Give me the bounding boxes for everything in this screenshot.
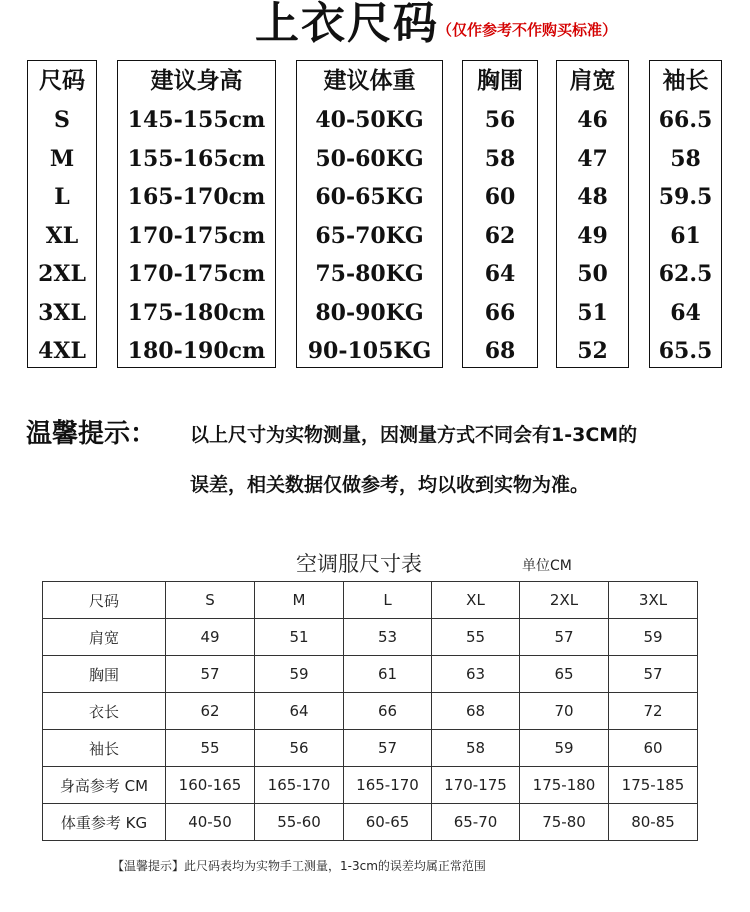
size-cell: 61: [670, 222, 701, 249]
table-cell: 160-165: [166, 767, 255, 804]
table-cell: 64: [255, 693, 344, 730]
size-column: [117, 60, 276, 368]
table-row: [43, 767, 698, 804]
size-cell: 66.5: [658, 107, 713, 133]
table-row: [43, 730, 698, 767]
size-cell: XL: [45, 222, 79, 249]
column-header: 袖长: [662, 68, 709, 94]
size-cell: 75-80KG: [315, 261, 424, 287]
size-cell: 145-155cm: [127, 107, 266, 133]
size-cell: 49: [577, 222, 608, 249]
size-cell: 40-50KG: [315, 107, 424, 133]
table-cell: 175-180: [520, 767, 609, 804]
ac-table-title: 空调服尺寸表: [296, 552, 422, 576]
row-label-cell: 胸围: [43, 656, 166, 693]
size-cell: L: [54, 184, 70, 210]
table-cell: 57: [520, 619, 609, 656]
size-cell: 66: [484, 299, 516, 326]
table-cell: 61: [344, 656, 432, 693]
table-cell: 68: [432, 693, 520, 730]
table-cell: 55-60: [255, 804, 344, 841]
size-column: [649, 60, 722, 368]
size-cell: 175-180cm: [127, 299, 266, 326]
size-cell: 170-175cm: [127, 222, 266, 249]
table-cell: 175-185: [609, 767, 698, 804]
table-cell: 65: [520, 656, 609, 693]
table-cell: 55: [432, 619, 520, 656]
size-cell: 4XL: [38, 338, 86, 364]
size-cell: S: [54, 107, 70, 133]
row-label-cell: 肩宽: [43, 619, 166, 656]
table-cell: 59: [609, 619, 698, 656]
table-cell: L: [344, 582, 432, 619]
size-cell: 64: [484, 261, 516, 287]
size-cell: 52: [577, 338, 608, 364]
size-column: [462, 60, 538, 368]
size-cell: 64: [670, 299, 701, 326]
size-column: [556, 60, 629, 368]
table-cell: S: [166, 582, 255, 619]
row-label-cell: 尺码: [43, 582, 166, 619]
column-header: 建议体重: [323, 68, 416, 94]
size-cell: 2XL: [38, 261, 86, 287]
table-cell: 53: [344, 619, 432, 656]
size-cell: 170-175cm: [127, 261, 266, 287]
size-cell: 50-60KG: [315, 145, 424, 172]
size-cell: 65-70KG: [315, 222, 424, 249]
table-cell: 56: [255, 730, 344, 767]
tip-text-line1: 以上尺寸为实物测量，因测量方式不同会有1-3CM的: [190, 424, 638, 446]
size-cell: 48: [577, 184, 608, 210]
size-cell: 3XL: [38, 299, 86, 326]
table-cell: 58: [432, 730, 520, 767]
table-cell: 57: [166, 656, 255, 693]
table-cell: 57: [344, 730, 432, 767]
row-label-cell: 衣长: [43, 693, 166, 730]
table-cell: 72: [609, 693, 698, 730]
table-row: [43, 619, 698, 656]
table-cell: 62: [166, 693, 255, 730]
table-cell: 65-70: [432, 804, 520, 841]
size-column: [27, 60, 97, 368]
table-cell: 165-170: [255, 767, 344, 804]
table-cell: 66: [344, 693, 432, 730]
table-cell: 59: [255, 656, 344, 693]
table-cell: 40-50: [166, 804, 255, 841]
table-cell: 70: [520, 693, 609, 730]
size-cell: 47: [577, 145, 608, 172]
size-cell: 51: [577, 299, 608, 326]
size-cell: 68: [484, 338, 516, 364]
table-row: [43, 804, 698, 841]
table-cell: 165-170: [344, 767, 432, 804]
table-row: [43, 693, 698, 730]
size-cell: M: [49, 145, 75, 172]
size-cell: 62.5: [658, 261, 713, 287]
size-cell: 50: [577, 261, 608, 287]
table-cell: 59: [520, 730, 609, 767]
row-label-cell: 身高参考 CM: [43, 767, 166, 804]
table-cell: 80-85: [609, 804, 698, 841]
size-cell: 46: [577, 107, 608, 133]
tip-text-line2: 误差，相关数据仅做参考，均以收到实物为准。: [190, 474, 590, 496]
table-cell: 3XL: [609, 582, 698, 619]
column-header: 胸围: [477, 68, 523, 94]
title-note: （仅作参考不作购买标准）: [437, 21, 618, 39]
size-cell: 56: [484, 107, 516, 133]
table-cell: 63: [432, 656, 520, 693]
size-cell: 59.5: [658, 184, 713, 210]
size-cell: 65.5: [658, 338, 713, 364]
ac-table-unit: 单位CM: [522, 558, 572, 574]
table-row: [43, 656, 698, 693]
table-cell: 170-175: [432, 767, 520, 804]
size-cell: 155-165cm: [127, 145, 266, 172]
size-cell: 80-90KG: [315, 299, 424, 326]
size-cell: 60: [484, 184, 516, 210]
table-cell: 2XL: [520, 582, 609, 619]
size-cell: 62: [484, 222, 516, 249]
size-column: [296, 60, 443, 368]
table-cell: 60: [609, 730, 698, 767]
ac-size-table: [42, 581, 698, 841]
table-header-row: [43, 582, 698, 619]
row-label-cell: 袖长: [43, 730, 166, 767]
ac-table-footnote: 【温馨提示】此尺码表均为实物手工测量，1-3cm的误差均属正常范围: [112, 859, 486, 873]
column-header: 建议身高: [150, 68, 243, 94]
table-cell: 75-80: [520, 804, 609, 841]
table-cell: 57: [609, 656, 698, 693]
size-cell: 58: [484, 145, 516, 172]
table-cell: XL: [432, 582, 520, 619]
table-cell: 51: [255, 619, 344, 656]
tip-label: 温馨提示：: [26, 419, 157, 449]
row-label-cell: 体重参考 KG: [43, 804, 166, 841]
size-cell: 180-190cm: [127, 338, 266, 364]
column-header: 尺码: [39, 68, 85, 94]
size-cell: 60-65KG: [315, 184, 424, 210]
table-cell: 49: [166, 619, 255, 656]
column-header: 肩宽: [569, 68, 616, 94]
table-cell: 55: [166, 730, 255, 767]
size-cell: 58: [670, 145, 701, 172]
size-cell: 165-170cm: [127, 184, 266, 210]
table-cell: M: [255, 582, 344, 619]
page-title: 上衣尺码: [255, 0, 439, 49]
size-cell: 90-105KG: [307, 338, 432, 364]
table-cell: 60-65: [344, 804, 432, 841]
